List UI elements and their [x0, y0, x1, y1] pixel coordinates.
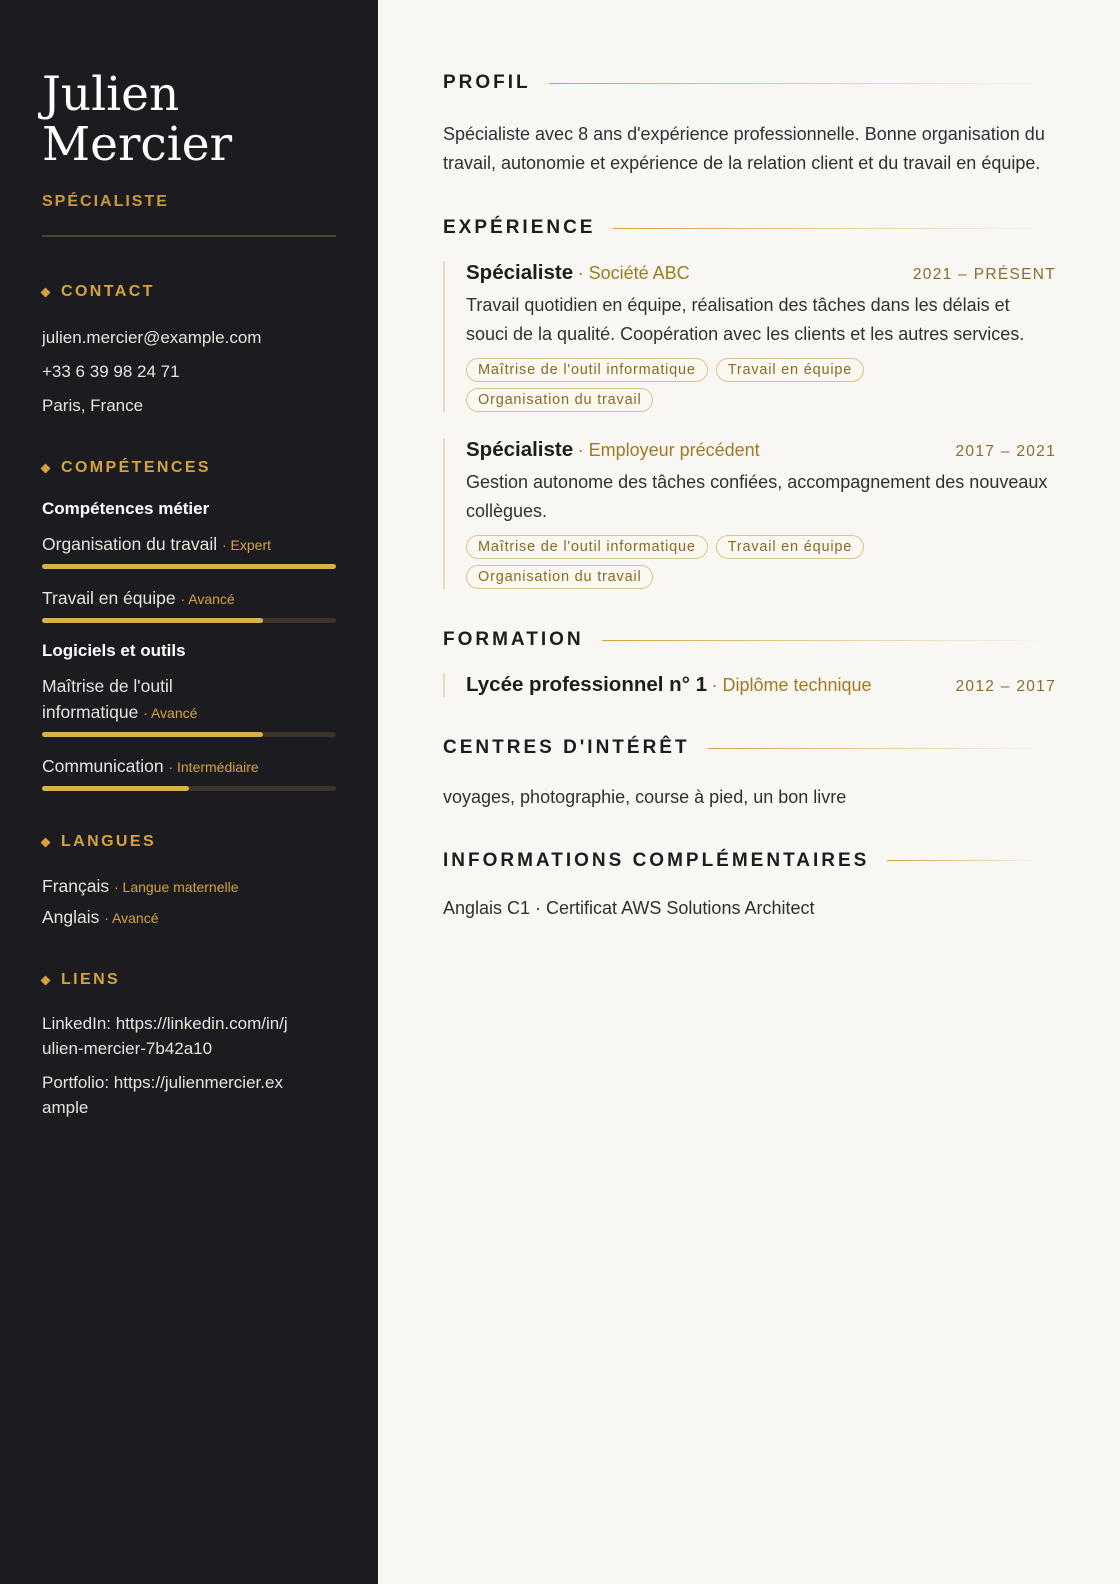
section-rule	[549, 83, 1036, 84]
contact-section	[42, 283, 336, 423]
school-name: Lycée professionnel n° 1	[466, 673, 707, 696]
skill-name: Organisation du travail	[42, 534, 218, 554]
skill-bar	[42, 732, 336, 737]
education-entry	[443, 673, 1056, 697]
skill-tag: Organisation du travail	[466, 388, 653, 412]
skill-bar-fill	[42, 786, 189, 791]
language-list	[42, 871, 336, 933]
link-list	[42, 1011, 336, 1120]
experience-section	[443, 217, 1056, 589]
skill-bar	[42, 618, 336, 623]
contact-heading: CONTACT	[42, 283, 336, 301]
portfolio-link[interactable]: Portfolio: https://julienmercier.example	[42, 1073, 283, 1117]
section-title-additional: INFORMATIONS COMPLÉMENTAIRES	[443, 849, 870, 871]
additional-info-text: Anglais C1 · Certificat AWS Solutions Architect	[443, 897, 815, 918]
skill-level: · Intermédiaire	[168, 759, 259, 775]
job-tags	[466, 535, 906, 589]
job-title: Spécialiste	[466, 438, 574, 461]
skill-tag: Maîtrise de l'outil informatique	[466, 358, 708, 382]
diamond-icon	[41, 975, 51, 985]
skill-level: · Expert	[221, 537, 271, 553]
language-item: Anglais · Avancé	[42, 907, 159, 927]
skill-tag: Maîtrise de l'outil informatique	[466, 535, 708, 559]
degree-name: · Diplôme technique	[711, 675, 872, 695]
sidebar	[0, 0, 378, 1584]
skill-tag: Travail en équipe	[716, 535, 864, 559]
skill-name: Maîtrise de l'outil informatique	[42, 676, 173, 722]
job-entry	[443, 261, 1056, 412]
skill-bar-fill	[42, 732, 263, 737]
skill-level: · Avancé	[180, 591, 235, 607]
section-rule	[613, 228, 1036, 229]
education-section	[443, 629, 1056, 697]
job-dates: 2021 – PRÉSENT	[912, 266, 1056, 283]
section-title-experience: EXPÉRIENCE	[443, 217, 596, 238]
education-dates: 2012 – 2017	[955, 678, 1056, 695]
contact-location: Paris, France	[42, 396, 144, 415]
main-content	[378, 0, 1120, 1584]
interests-section	[443, 737, 1056, 812]
skill-name: Travail en équipe	[42, 588, 176, 608]
section-rule	[602, 640, 1036, 641]
language-level: · Langue maternelle	[113, 879, 239, 895]
contact-list	[42, 321, 336, 423]
skills-section	[42, 459, 336, 791]
section-title-formation: FORMATION	[443, 629, 584, 650]
contact-email[interactable]: julien.mercier@example.com	[42, 328, 262, 347]
additional-info-section	[443, 850, 1056, 923]
diamond-icon	[41, 837, 51, 847]
links-section	[42, 971, 336, 1120]
linkedin-link[interactable]: LinkedIn: https://linkedin.com/in/julien-mercier-7b42a10	[42, 1014, 288, 1058]
skill-item	[42, 753, 336, 791]
interests-text: voyages, photographie, course à pied, un bon livre	[443, 787, 847, 807]
section-rule	[887, 860, 1036, 861]
job-description: Travail quotidien en équipe, réalisation des tâches dans les délais et souci de la qualité. Coopération avec les clients et les autres services.	[466, 295, 1025, 344]
skill-name: Communication	[42, 756, 164, 776]
first-name: Julien	[42, 67, 180, 122]
languages-section	[42, 833, 336, 933]
contact-phone[interactable]: +33 6 39 98 24 71	[42, 362, 180, 381]
job-title: Spécialiste	[466, 261, 574, 284]
language-item: Français · Langue maternelle	[42, 876, 239, 896]
candidate-name	[42, 67, 336, 172]
job-tags	[466, 358, 906, 412]
section-title-profil: PROFIL	[443, 72, 531, 93]
languages-heading: LANGUES	[42, 833, 336, 851]
skill-bar	[42, 786, 336, 791]
skill-item	[42, 531, 336, 569]
last-name: Mercier	[42, 117, 233, 172]
job-company: · Société ABC	[577, 263, 690, 283]
skill-bar-fill	[42, 564, 336, 569]
job-role: SPÉCIALISTE	[42, 193, 169, 210]
skill-item	[42, 585, 336, 623]
job-company: · Employeur précédent	[577, 440, 760, 460]
skills-heading: COMPÉTENCES	[42, 459, 336, 477]
diamond-icon	[41, 463, 51, 473]
section-title-interests: CENTRES D'INTÉRÊT	[443, 737, 690, 758]
sidebar-divider	[42, 235, 336, 237]
job-description: Gestion autonome des tâches confiées, accompagnement des nouveaux collègues.	[466, 472, 1048, 521]
language-level: · Avancé	[104, 910, 159, 926]
skill-level: · Avancé	[143, 705, 198, 721]
skill-bar	[42, 564, 336, 569]
section-rule	[708, 748, 1036, 749]
diamond-icon	[41, 287, 51, 297]
skill-item	[42, 673, 336, 737]
job-entry	[443, 438, 1056, 589]
skill-group-title: Logiciels et outils	[42, 641, 186, 660]
profile-summary: Spécialiste avec 8 ans d'expérience professionnelle. Bonne organisation du travail, autonomie et expérience de la relation client et du travail en équipe.	[443, 124, 1045, 173]
profile-section	[443, 72, 1056, 177]
skill-bar-fill	[42, 618, 263, 623]
links-heading: LIENS	[42, 971, 336, 989]
job-dates: 2017 – 2021	[955, 443, 1056, 460]
skill-tag: Organisation du travail	[466, 565, 653, 589]
skill-tag: Travail en équipe	[716, 358, 864, 382]
skill-group-title: Compétences métier	[42, 499, 210, 518]
